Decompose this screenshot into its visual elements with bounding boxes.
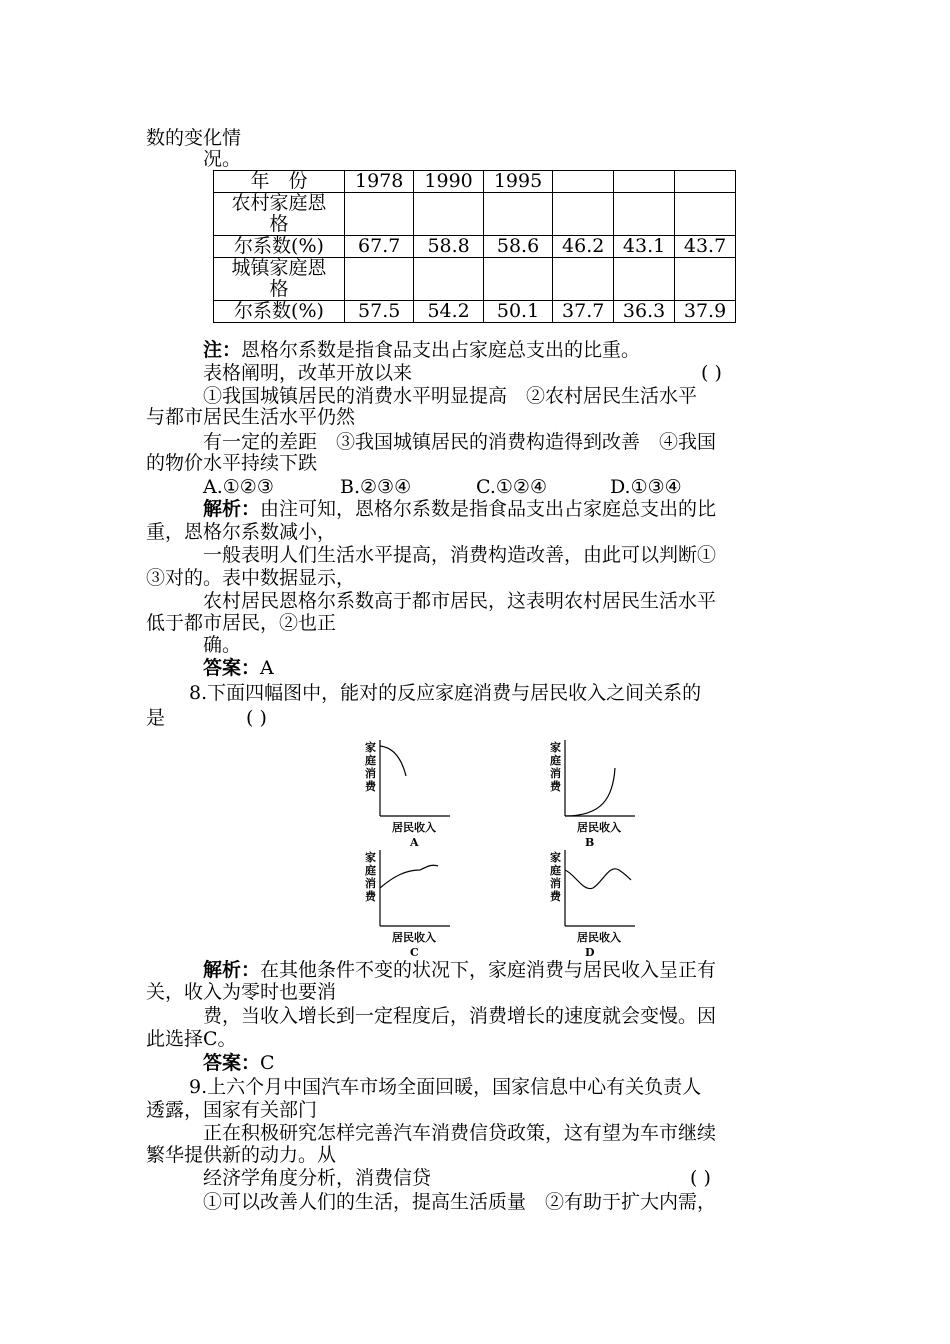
y-label-char: 消 bbox=[365, 877, 376, 890]
engel-table bbox=[213, 170, 736, 323]
analysis-line: ③对的。表中数据显示， bbox=[146, 567, 356, 589]
analysis-line: 低于都市居民，②也正 bbox=[146, 612, 337, 634]
y-label-char: 费 bbox=[365, 890, 376, 903]
table-cell: 1995 bbox=[483, 171, 552, 193]
table-cell: 58.8 bbox=[414, 236, 483, 258]
graph-a-svg bbox=[362, 738, 462, 848]
y-label-char: 庭 bbox=[365, 754, 376, 767]
choice-c: C.①②④ bbox=[476, 476, 547, 498]
option-line: ①我国城镇居民的消费水平明显提高 ②农村居民生活水平 bbox=[203, 385, 698, 407]
choice-b: B.②③④ bbox=[340, 476, 412, 498]
option-line: 与都市居民生活水平仍然 bbox=[146, 406, 356, 428]
table-cell: 37.7 bbox=[553, 301, 614, 323]
table-cell bbox=[614, 258, 675, 301]
analysis-line: 一般表明人们生活水平提高，消费构造改善，由此可以判断① bbox=[203, 544, 717, 566]
question-9-stem: 透露，国家有关部门 bbox=[146, 1099, 318, 1121]
y-label-char: 消 bbox=[550, 767, 561, 780]
graph-d-svg bbox=[547, 848, 647, 958]
y-label-char: 庭 bbox=[365, 864, 376, 877]
figure-b bbox=[547, 738, 647, 848]
x-label: 居民收入 bbox=[392, 821, 436, 834]
y-label-char: 家 bbox=[365, 851, 376, 864]
y-label-char: 庭 bbox=[550, 754, 561, 767]
table-cell bbox=[614, 193, 675, 236]
question-9-stem: 9.上六个月中国汽车市场全面回暖，国家信息中心有关负责人 bbox=[189, 1076, 702, 1098]
table-row bbox=[214, 301, 736, 323]
option-line: 的物价水平持续下跌 bbox=[146, 452, 318, 474]
analysis-line: 此选择C。 bbox=[146, 1028, 237, 1050]
y-label-char: 家 bbox=[365, 741, 376, 754]
table-cell: 尔系数(%) bbox=[214, 236, 345, 258]
table-cell: 46.2 bbox=[553, 236, 614, 258]
option-line: ①可以改善人们的生活，提高生活质量 ②有助于扩大内需， bbox=[203, 1191, 717, 1213]
figure-caption: D bbox=[585, 946, 595, 958]
y-label-char: 庭 bbox=[550, 864, 561, 877]
figure-c bbox=[362, 848, 462, 958]
table-cell bbox=[675, 258, 736, 301]
table-cell bbox=[483, 193, 552, 236]
table-cell bbox=[553, 193, 614, 236]
analysis-line: 解析：在其他条件不变的状况下，家庭消费与居民收入呈正有 bbox=[203, 959, 717, 981]
table-cell: 1990 bbox=[414, 171, 483, 193]
table-cell bbox=[345, 193, 414, 236]
table-cell: 37.9 bbox=[675, 301, 736, 323]
figure-d bbox=[547, 848, 647, 958]
curve bbox=[380, 865, 438, 888]
figure-caption: C bbox=[410, 946, 419, 958]
table-cell bbox=[414, 193, 483, 236]
analysis-line: 确。 bbox=[203, 634, 242, 656]
table-cell: 1978 bbox=[345, 171, 414, 193]
table-cell bbox=[483, 258, 552, 301]
question-8-stem: 8.下面四幅图中，能对的反应家庭消费与居民收入之间关系的 bbox=[189, 682, 702, 704]
table-cell: 尔系数(%) bbox=[214, 301, 345, 323]
y-label-char: 费 bbox=[550, 780, 561, 793]
answer-line: 答案：A bbox=[203, 657, 274, 679]
curve bbox=[380, 746, 406, 776]
table-cell: 农村家庭恩 格 bbox=[214, 193, 345, 236]
table-cell bbox=[553, 171, 614, 193]
x-label: 居民收入 bbox=[392, 931, 436, 944]
table-cell bbox=[675, 171, 736, 193]
table-cell: 67.7 bbox=[345, 236, 414, 258]
table-cell: 36.3 bbox=[614, 301, 675, 323]
question-9-stem: 繁华提供新的动力。从 bbox=[146, 1144, 337, 1166]
analysis-line: 解析：由注可知，恩格尔系数是指食品支出占家庭总支出的比 bbox=[203, 498, 717, 520]
curve bbox=[565, 869, 631, 889]
y-label-char: 消 bbox=[365, 767, 376, 780]
choice-a: A.①②③ bbox=[203, 476, 274, 498]
analysis-line: 重，恩格尔系数减小， bbox=[146, 521, 337, 543]
table-cell: 50.1 bbox=[483, 301, 552, 323]
table-cell: 54.2 bbox=[414, 301, 483, 323]
table-row bbox=[214, 258, 736, 301]
question-7-stem: 表格阐明，改革开放以来 bbox=[203, 362, 413, 384]
y-label-char: 消 bbox=[550, 877, 561, 890]
answer-paren: ( ) bbox=[701, 362, 722, 384]
question-8-stem: 是 bbox=[146, 707, 166, 729]
text-line: 况。 bbox=[203, 148, 242, 170]
text-line: 数的变化情 bbox=[146, 127, 242, 149]
table-cell: 58.6 bbox=[483, 236, 552, 258]
table-row bbox=[214, 193, 736, 236]
y-label-char: 家 bbox=[550, 741, 561, 754]
answer-line: 答案：C bbox=[203, 1052, 275, 1074]
table-note: 注：恩格尔系数是指食品支出占家庭总支出的比重。 bbox=[203, 339, 641, 361]
figure-caption: B bbox=[585, 836, 595, 848]
analysis-line: 费，当收入增长到一定程度后，消费增长的速度就会变慢。因 bbox=[203, 1005, 717, 1027]
figure-caption: A bbox=[410, 836, 419, 848]
table-cell bbox=[614, 171, 675, 193]
y-label-char: 费 bbox=[365, 780, 376, 793]
graph-c-svg bbox=[362, 848, 462, 958]
table-row bbox=[214, 236, 736, 258]
table-cell: 43.7 bbox=[675, 236, 736, 258]
curve bbox=[565, 768, 615, 816]
table-cell bbox=[414, 258, 483, 301]
table-cell bbox=[553, 258, 614, 301]
table-row bbox=[214, 171, 736, 193]
option-line: 有一定的差距 ③我国城镇居民的消费构造得到改善 ④我国 bbox=[203, 431, 717, 453]
y-label-char: 费 bbox=[550, 890, 561, 903]
y-label-char: 家 bbox=[550, 851, 561, 864]
answer-paren: ( ) bbox=[690, 1167, 711, 1189]
x-label: 居民收入 bbox=[577, 821, 621, 834]
analysis-line: 农村居民恩格尔系数高于都市居民，这表明农村居民生活水平 bbox=[203, 590, 717, 612]
figure-a bbox=[362, 738, 462, 848]
table-cell: 43.1 bbox=[614, 236, 675, 258]
question-9-stem: 正在积极研究怎样完善汽车消费信贷政策，这有望为车市继续 bbox=[203, 1122, 717, 1144]
table-cell bbox=[675, 193, 736, 236]
table-cell bbox=[345, 258, 414, 301]
table-cell: 57.5 bbox=[345, 301, 414, 323]
answer-paren: ( ) bbox=[246, 707, 267, 729]
table-cell: 城镇家庭恩 格 bbox=[214, 258, 345, 301]
analysis-line: 关，收入为零时也要消 bbox=[146, 981, 337, 1003]
table-cell: 年 份 bbox=[214, 171, 345, 193]
graph-b-svg bbox=[547, 738, 647, 848]
choice-d: D.①③④ bbox=[610, 476, 682, 498]
x-label: 居民收入 bbox=[577, 931, 621, 944]
question-9-stem: 经济学角度分析，消费信贷 bbox=[203, 1167, 432, 1189]
